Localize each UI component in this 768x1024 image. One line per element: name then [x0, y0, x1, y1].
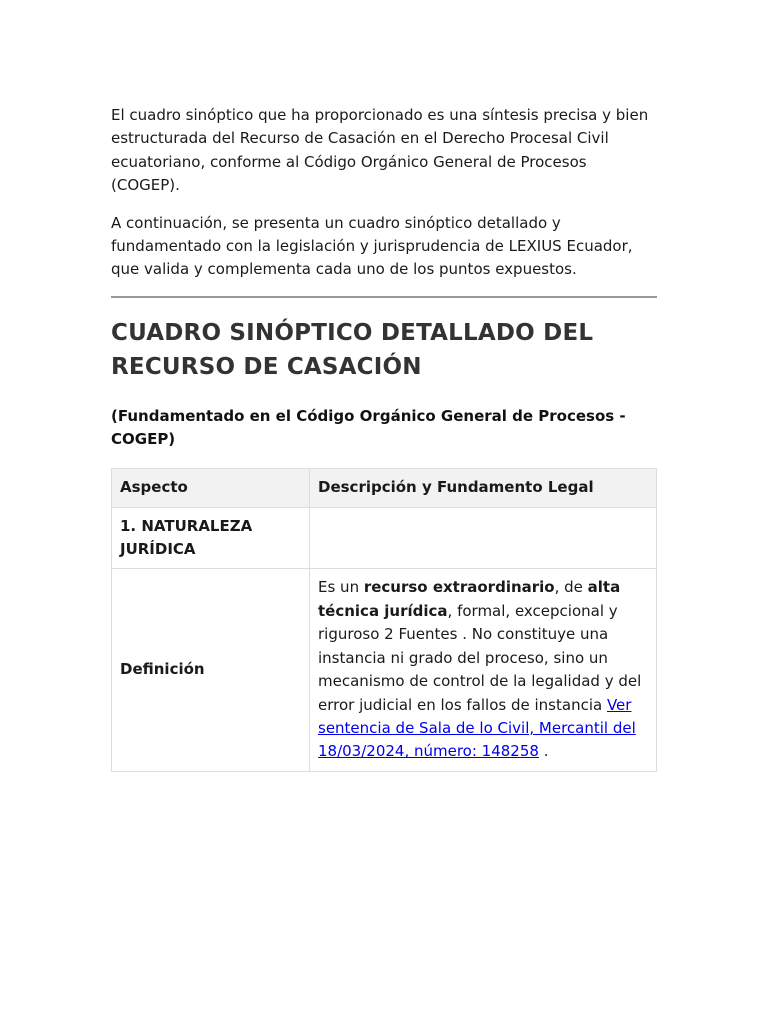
definition-text-3: , formal, excepcional y riguroso 2 Fuentes . No constituye una instancia ni grado del proceso, sino un mecanismo de control de la legalidad y del error judicial en los fallos de instancia	[318, 601, 642, 714]
section-cell-naturaleza: 1. NATURALEZA JURÍDICA	[112, 507, 310, 569]
intro-paragraph-1: El cuadro sinóptico que ha proporcionado es una síntesis precisa y bien estructurada del Recurso de Casación en el Derecho Procesal Civil ecuatoriano, conforme al Código Orgánico General de Procesos (COGEP).	[111, 106, 649, 195]
definition-text-1: Es un	[318, 578, 364, 597]
horizontal-divider	[111, 296, 657, 298]
definition-bold-2: alta técnica jurídica	[318, 578, 621, 620]
intro-paragraph-2: A continuación, se presenta un cuadro sinóptico detallado y fundamentado con la legislación y jurisprudencia de LEXIUS Ecuador, que valida y complementa cada uno de los puntos expuestos.	[111, 213, 633, 279]
header-descripcion: Descripción y Fundamento Legal	[310, 468, 657, 507]
page-title: CUADRO SINÓPTICO DETALLADO DEL RECURSO DE CASACIÓN	[111, 319, 594, 380]
definition-bold-1: recurso extraordinario	[363, 578, 555, 597]
definition-text-2: , de	[554, 578, 588, 597]
definition-text-end: .	[538, 742, 549, 761]
section-description-cell	[310, 507, 657, 569]
table-row-definicion	[112, 569, 657, 771]
page-subtitle: (Fundamentado en el Código Orgánico General de Procesos - COGEP)	[111, 406, 626, 449]
header-aspecto: Aspecto	[112, 468, 310, 507]
synoptic-table	[111, 468, 657, 772]
table-row-naturaleza	[112, 507, 657, 569]
table-header-row	[112, 468, 657, 507]
description-cell-definicion	[310, 569, 657, 771]
sentencia-link[interactable]: Ver sentencia de Sala de lo Civil, Mercantil del 18/03/2024, número: 148258	[318, 695, 636, 761]
document-content	[111, 104, 657, 772]
aspect-cell-definicion: Definición	[112, 569, 310, 771]
